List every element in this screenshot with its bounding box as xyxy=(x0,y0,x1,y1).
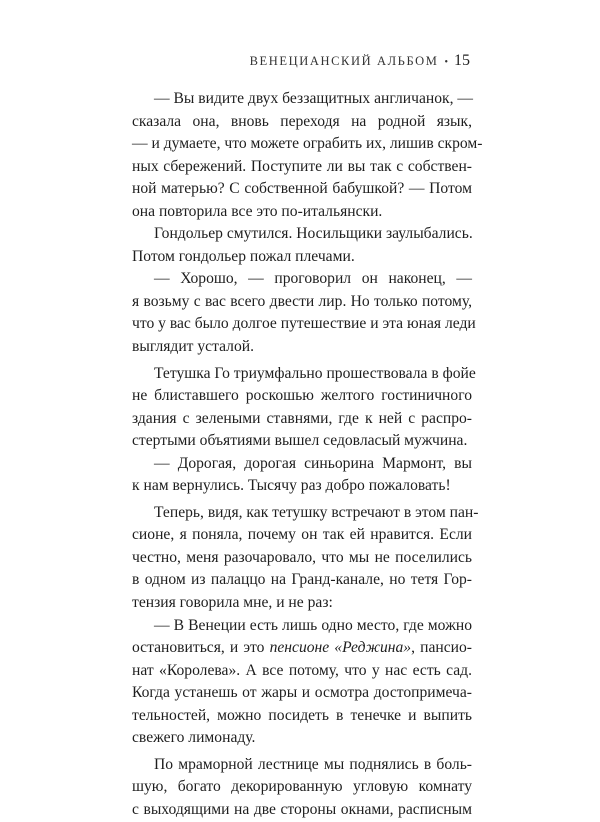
text-line: не блиставшего роскошью желтого гостиничного xyxy=(132,387,472,405)
text-line: сионе, я поняла, почему он так ей нравится. Если xyxy=(132,526,472,544)
text-run: остановиться, и это xyxy=(132,639,270,657)
text-line-mixed xyxy=(132,637,472,660)
text-line: свежего лимонаду. xyxy=(132,729,256,747)
text-line: Когда устанешь от жары и осмотра достопримеча- xyxy=(132,684,472,702)
paragraph xyxy=(132,223,472,268)
text-line: она повторила все это по-итальянски. xyxy=(132,202,383,220)
paragraph xyxy=(132,88,483,223)
text-line: — В Венеции есть лишь одно место, где можно xyxy=(154,616,472,634)
paragraph xyxy=(132,268,476,358)
running-head-title: ВЕНЕЦИАНСКИЙ АЛЬБОМ xyxy=(249,54,439,68)
text-line: — Дорогая, дорогая синьорина Мармонт, вы xyxy=(154,454,472,472)
paragraph xyxy=(132,502,479,615)
text-run: , пансио- xyxy=(411,639,472,657)
text-line: с выходящими на две стороны окнами, расписным xyxy=(132,800,472,818)
running-head-bullet: • xyxy=(444,57,448,68)
text-line: Теперь, видя, как тетушку встречают в этом пан- xyxy=(154,503,479,521)
text-line: По мраморной лестнице мы поднялись в боль- xyxy=(154,755,472,773)
paragraph xyxy=(132,453,472,498)
text-line: тензия говорила мне, и не раз: xyxy=(132,594,333,612)
text-line: шую, богато декорированную угловую комнату xyxy=(132,778,472,796)
text-line: в одном из палаццо на Гранд-канале, но тетя Гор- xyxy=(132,571,472,589)
paragraph xyxy=(132,363,476,453)
text-line: — Вы видите двух беззащитных англичанок, — xyxy=(154,90,473,107)
text-line: тельностей, можно посидеть в тенечке и выпить xyxy=(132,706,472,724)
text-line: ной матерью? С собственной бабушкой? — Потом xyxy=(132,180,472,198)
text-line: нат «Королева». А все потому, что у нас есть сад. xyxy=(132,661,472,679)
text-run-italic: пенсионе «Реджина» xyxy=(269,639,412,657)
running-head xyxy=(250,52,470,70)
text-line: Потом гондольер пожал плечами. xyxy=(132,247,355,265)
body-text xyxy=(132,88,483,822)
paragraph xyxy=(132,615,472,750)
paragraph xyxy=(132,754,472,822)
text-line: к нам вернулись. Тысячу раз добро пожаловать! xyxy=(132,477,451,495)
text-line: честно, меня разочаровало, что мы не поселились xyxy=(132,548,472,566)
page-number: 15 xyxy=(454,52,470,69)
text-line: я возьму с вас всего двести лир. Но только потому, xyxy=(132,292,472,310)
text-line: Тетушка Го триумфально прошествовала в фойе xyxy=(154,364,476,382)
text-line: выглядит усталой. xyxy=(132,338,254,356)
text-line: — Хорошо, — проговорил он наконец, — xyxy=(154,270,472,288)
text-line: — и думаете, что можете ограбить их, лишив скром- xyxy=(132,135,483,153)
text-line: что у вас было долгое путешествие и эта юная леди xyxy=(132,315,476,333)
text-line: Гондольер смутился. Носильщики заулыбались. xyxy=(154,225,473,243)
text-line: стертыми объятиями вышел седовласый мужчина. xyxy=(132,432,468,450)
text-line: ных сбережений. Поступите ли вы так с собствен- xyxy=(132,157,472,175)
text-line: здания с зелеными ставнями, где к ней с распро- xyxy=(132,409,472,427)
text-line: сказала она, вновь переходя на родной язык, xyxy=(132,112,472,130)
